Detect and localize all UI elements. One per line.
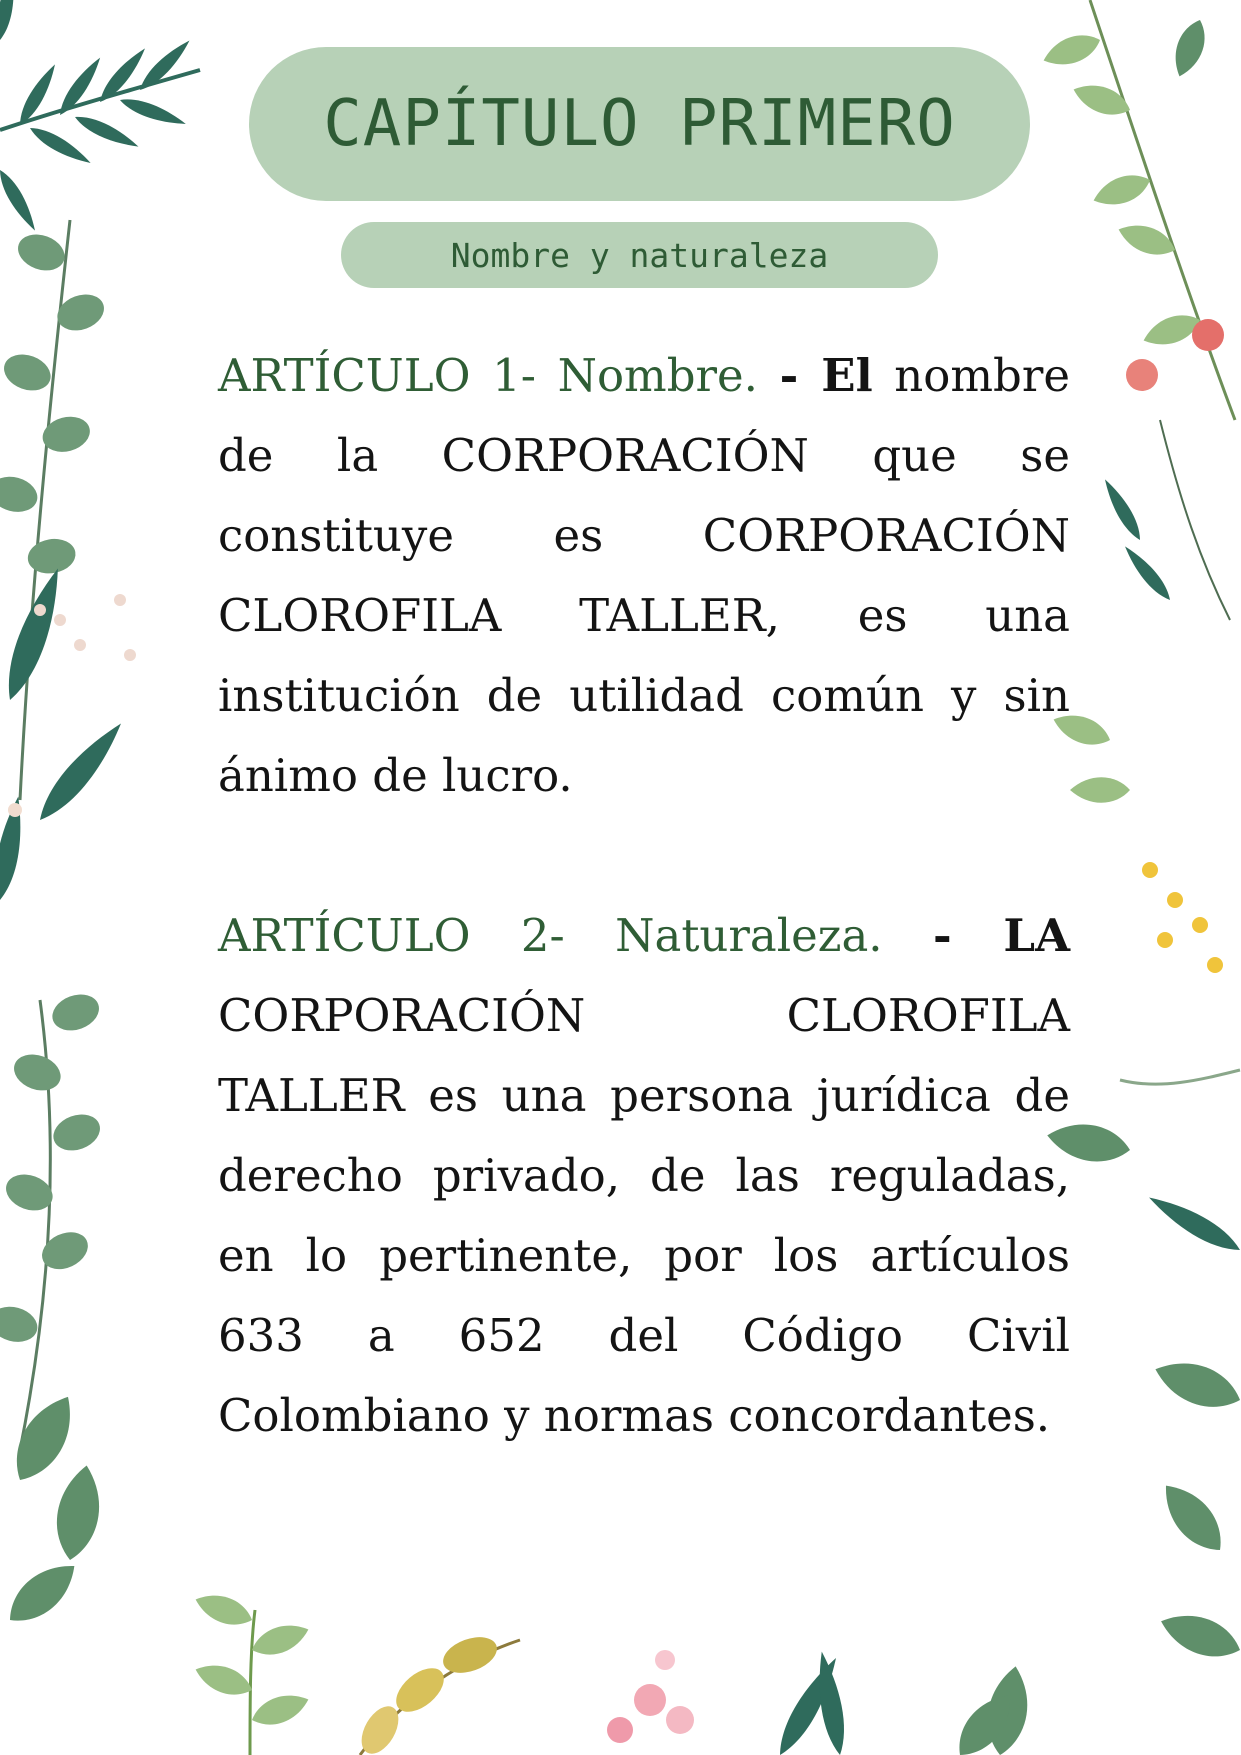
article-2 <box>218 896 1070 1456</box>
article-1-heading: ARTÍCULO 1- Nombre. <box>218 349 758 402</box>
article-1-lead: - El <box>779 349 873 402</box>
chapter-title: CAPÍTULO PRIMERO <box>323 87 956 161</box>
bottom-foliage <box>191 1587 1034 1755</box>
article-2-heading: ARTÍCULO 2- Naturaleza. <box>218 909 883 962</box>
chapter-subtitle-pill <box>341 222 938 288</box>
article-1 <box>218 336 1070 816</box>
chapter-title-pill <box>249 47 1030 201</box>
article-1-body: nombre de la CORPORACIÓN que se constituye es CORPORACIÓN CLOROFILA TALLER, es una institución de utilidad común y sin ánimo de lucro. <box>218 349 1070 802</box>
top-left-foliage <box>0 0 200 234</box>
left-foliage <box>0 220 136 1634</box>
article-2-body: CORPORACIÓN CLOROFILA TALLER es una persona jurídica de derecho privado, de las reguladas, en lo pertinente, por los artículos 633 a 652 del Código Civil Colombiano y normas concordantes. <box>218 989 1070 1442</box>
chapter-subtitle: Nombre y naturaleza <box>450 235 829 275</box>
article-2-lead: - LA <box>933 909 1070 962</box>
